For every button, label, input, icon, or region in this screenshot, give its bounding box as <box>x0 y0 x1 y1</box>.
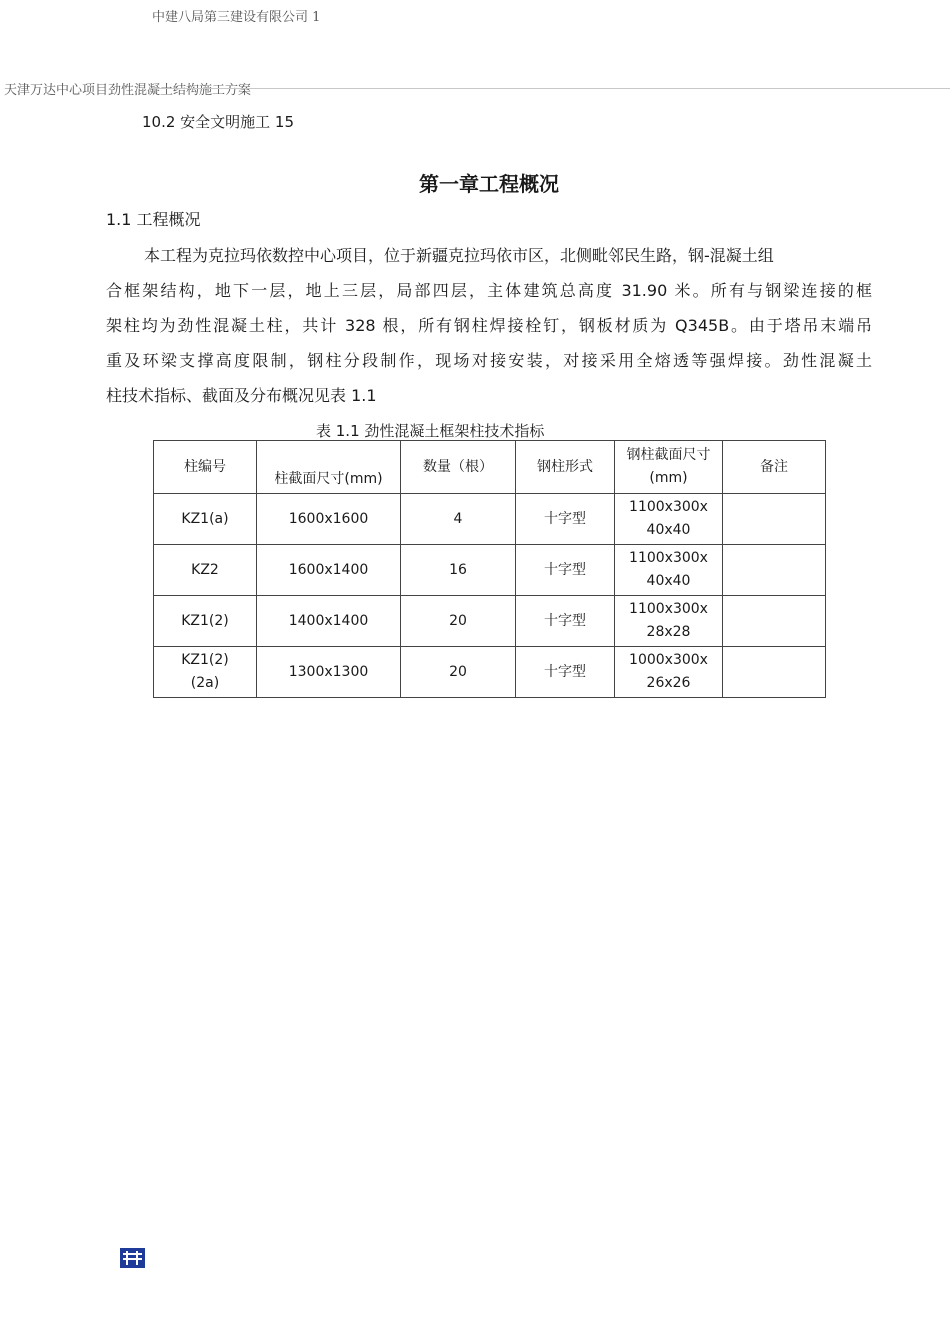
header-column-id: 柱编号 <box>154 441 257 494</box>
cell-section-size: 1600x1600 <box>257 494 401 545</box>
cell-count: 20 <box>401 596 516 647</box>
header-company: 中建八局第三建设有限公司 1 <box>152 10 321 25</box>
header-divider <box>150 88 950 89</box>
cell-column-id: KZ1(2) (2a) <box>154 647 257 698</box>
header-steel-section <box>615 441 723 494</box>
overview-paragraph <box>106 238 872 413</box>
cell-section-size: 1400x1400 <box>257 596 401 647</box>
cell-steel-form: 十字型 <box>516 545 615 596</box>
header-steel-form: 钢柱形式 <box>516 441 615 494</box>
cell-steel-form: 十字型 <box>516 596 615 647</box>
table-row <box>154 647 826 698</box>
cell-column-id: KZ1(2) <box>154 596 257 647</box>
cell-section-size: 1600x1400 <box>257 545 401 596</box>
paragraph-line: 架柱均为劲性混凝土柱，共计 328 根，所有钢柱焊接栓钉，钢板材质为 Q345B。由于塔吊末端吊 <box>106 316 872 335</box>
paragraph-line: 柱技术指标、截面及分布概况见表 1.1 <box>106 386 377 405</box>
cell-steel-section: 1100x300x 40x40 <box>615 494 723 545</box>
paragraph-line: 合框架结构，地下一层，地上三层，局部四层，主体建筑总高度 31.90 米。所有与钢梁连接的框 <box>106 281 872 300</box>
cell-column-id: KZ1(a) <box>154 494 257 545</box>
cell-section-size: 1300x1300 <box>257 647 401 698</box>
table-row <box>154 494 826 545</box>
cell-steel-form: 十字型 <box>516 494 615 545</box>
cell-column-id: KZ2 <box>154 545 257 596</box>
cell-remarks <box>723 545 826 596</box>
cell-remarks <box>723 647 826 698</box>
header-steel-section-line1: 钢柱截面尺寸 <box>626 447 711 463</box>
table-header-row <box>154 441 826 494</box>
company-logo-icon <box>120 1248 145 1268</box>
section-title: 1.1 工程概况 <box>106 210 201 229</box>
cell-count: 16 <box>401 545 516 596</box>
header-steel-section-line2: (mm) <box>649 470 688 486</box>
cell-steel-form: 十字型 <box>516 647 615 698</box>
toc-entry[interactable]: 10.2 安全文明施工 15 <box>142 113 295 131</box>
paragraph-line: 本工程为克拉玛依数控中心项目，位于新疆克拉玛依市区，北侧毗邻民生路，钢-混凝土组 <box>144 246 774 265</box>
table-row <box>154 545 826 596</box>
cell-count: 4 <box>401 494 516 545</box>
cell-remarks <box>723 494 826 545</box>
header-section-size: 柱截面尺寸(mm) <box>257 441 401 494</box>
table-caption: 表 1.1 劲性混凝土框架柱技术指标 <box>316 422 545 440</box>
cell-steel-section: 1100x300x 28x28 <box>615 596 723 647</box>
column-spec-table <box>153 440 826 698</box>
cell-steel-section: 1100x300x 40x40 <box>615 545 723 596</box>
chapter-title: 第一章工程概况 <box>419 172 559 196</box>
table-row <box>154 596 826 647</box>
paragraph-line: 重及环梁支撑高度限制，钢柱分段制作，现场对接安装，对接采用全熔透等强焊接。劲性混凝土 <box>106 351 872 370</box>
header-remarks: 备注 <box>723 441 826 494</box>
cell-count: 20 <box>401 647 516 698</box>
header-project-title: 天津万达中心项目劲性混凝土结构施工方案 <box>4 83 252 98</box>
header-count: 数量（根） <box>401 441 516 494</box>
cell-steel-section: 1000x300x 26x26 <box>615 647 723 698</box>
cell-remarks <box>723 596 826 647</box>
